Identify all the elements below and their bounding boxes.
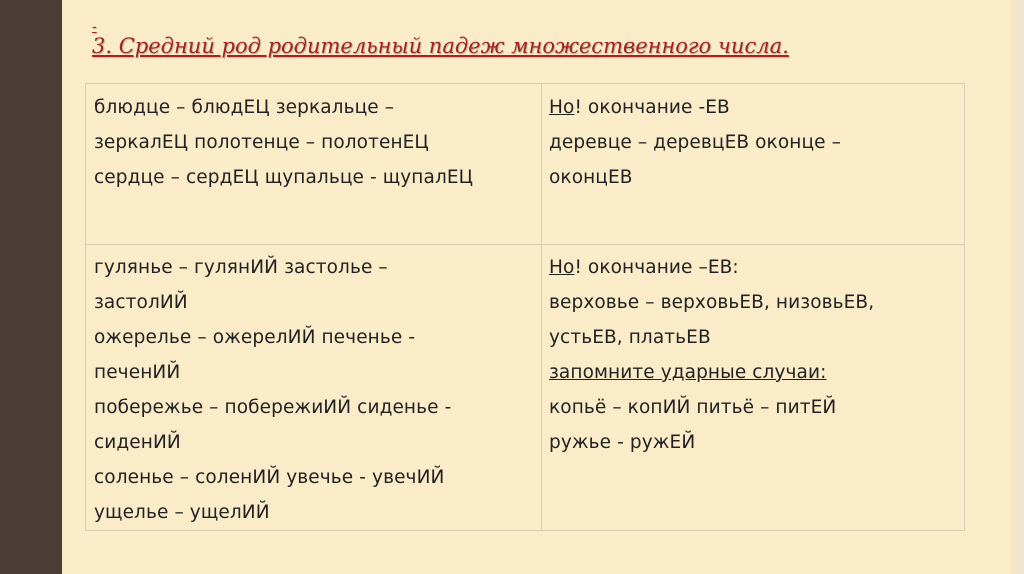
cell-line: застолИЙ <box>94 292 188 313</box>
remember-heading: запомните ударные случаи: <box>549 362 827 383</box>
cell-line: соленье – соленИЙ увечье - увечИЙ <box>94 467 445 488</box>
cell-line: деревце – деревцЕВ оконце – <box>549 132 841 153</box>
cell-line: сердце – сердЕЦ щупальце - щупалЕЦ <box>94 167 474 188</box>
cell-line: зеркалЕЦ полотенце – полотенЕЦ <box>94 132 429 153</box>
no-word: Но <box>549 257 575 278</box>
title-text: 3. Средний род родительный падеж множественного числа. <box>92 34 789 58</box>
cell-line: верховье – верховьЕВ, низовьЕВ, <box>549 292 875 313</box>
cell-line: печенИЙ <box>94 362 181 383</box>
cell-line: устьЕВ, платьЕВ <box>549 327 711 348</box>
declension-table <box>85 83 965 531</box>
cell-line: оконцЕВ <box>549 167 633 188</box>
no-word: Но <box>549 97 575 118</box>
cell-top-left <box>86 84 541 244</box>
exception-heading <box>549 250 958 285</box>
cell-line: блюдце – блюдЕЦ зеркальце – <box>94 97 395 118</box>
cell-line: ружье - ружЕЙ <box>549 432 696 453</box>
cell-bottom-right <box>541 244 966 532</box>
cell-line: сиденИЙ <box>94 432 181 453</box>
cell-line: ущелье – ущелИЙ <box>94 502 270 523</box>
cell-line: побережье – побережиИЙ сиденье - <box>94 397 452 418</box>
cell-line: гулянье – гулянИЙ застолье – <box>94 257 388 278</box>
exception-heading-rest: ! окончание -ЕВ <box>574 97 730 118</box>
cell-top-right <box>541 84 966 244</box>
slide-title <box>92 20 789 58</box>
cell-line: ожерелье – ожерелИЙ печенье - <box>94 327 416 348</box>
left-decorative-bar <box>0 0 62 574</box>
right-decorative-strip <box>1010 0 1024 574</box>
cell-bottom-left <box>86 244 541 532</box>
title-dash: - <box>92 19 97 35</box>
exception-heading-rest: ! окончание –ЕВ: <box>574 257 739 278</box>
cell-line: копьё – копИЙ питьё – питЕЙ <box>549 397 837 418</box>
exception-heading <box>549 90 958 125</box>
